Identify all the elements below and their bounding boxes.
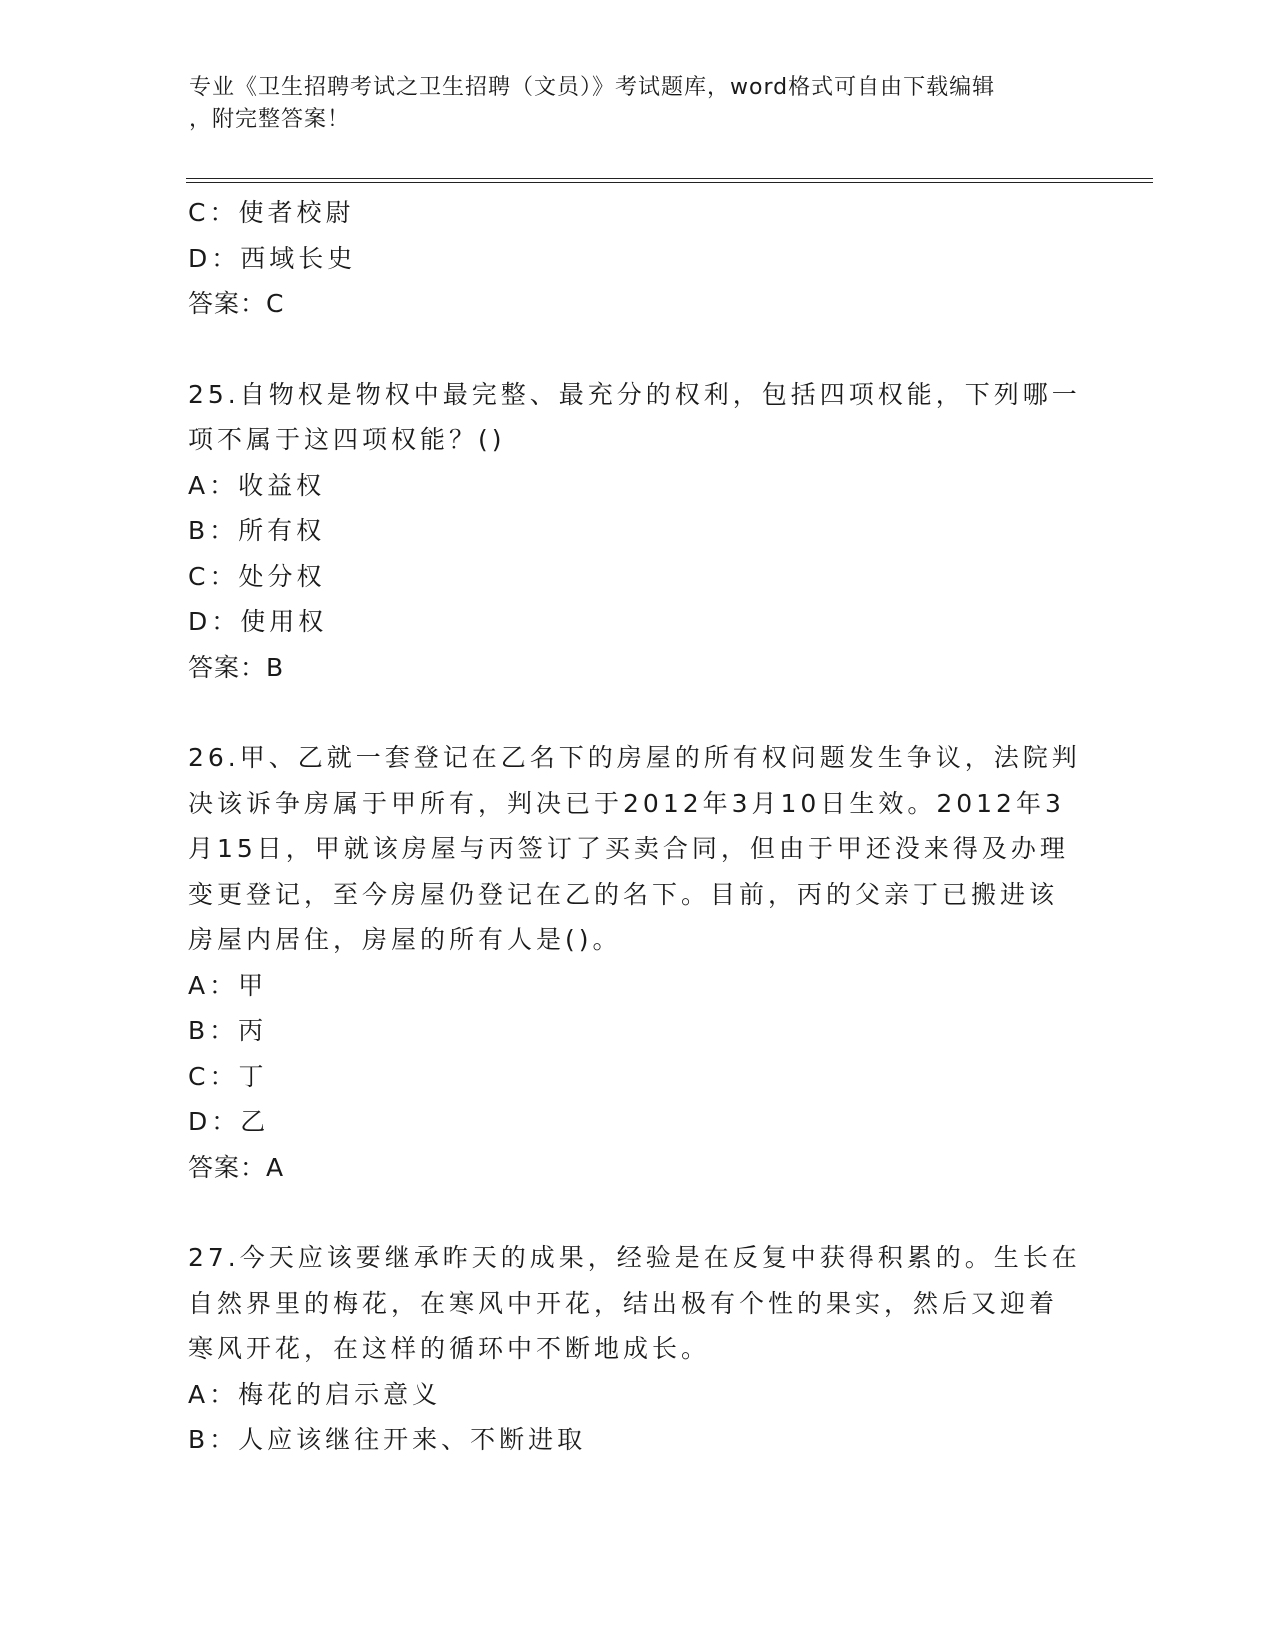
option-a: A：梅花的启示意义	[188, 1379, 442, 1409]
option-d: D：乙	[188, 1107, 270, 1136]
header-line-2: ，附完整答案！	[189, 107, 351, 132]
question-content	[188, 190, 1081, 1463]
option-d: D：西域长史	[188, 243, 357, 273]
question-27-line-1: 27.今天应该要继承昨天的成果，经验是在反复中获得积累的。生长在	[188, 1243, 1081, 1272]
header-rule-top	[186, 178, 1153, 179]
answer-line: 答案：B	[188, 652, 285, 682]
option-c: C：使者校尉	[188, 198, 355, 227]
spacer	[188, 690, 1068, 735]
spacer	[188, 1190, 1068, 1235]
question-25-line-1: 25.自物权是物权中最完整、最充分的权利，包括四项权能，下列哪一	[188, 379, 1081, 409]
option-c: C：处分权	[188, 561, 326, 591]
question-27-line-2: 自然界里的梅花，在寒风中开花，结出极有个性的果实，然后又迎着	[188, 1288, 1059, 1318]
answer-line: 答案：A	[188, 1152, 285, 1182]
option-b: B：人应该继往开来、不断进取	[188, 1425, 587, 1454]
question-26-line-5: 房屋内居住，房屋的所有人是()。	[188, 925, 622, 954]
question-26-line-1: 26.甲、乙就一套登记在乙名下的房屋的所有权问题发生争议，法院判	[188, 743, 1081, 772]
option-b: B：丙	[188, 1016, 268, 1045]
question-27-line-3: 寒风开花，在这样的循环中不断地成长。	[188, 1334, 711, 1363]
question-26-line-4: 变更登记，至今房屋仍登记在乙的名下。目前，丙的父亲丁已搬进该	[188, 879, 1059, 909]
option-c: C：丁	[188, 1061, 268, 1091]
question-26-line-3: 月15日，甲就该房屋与丙签订了买卖合同，但由于甲还没来得及办理	[188, 834, 1069, 863]
spacer	[188, 327, 1068, 372]
header-rule-bottom	[186, 182, 1153, 183]
option-a: A：收益权	[188, 470, 326, 500]
option-a: A：甲	[188, 970, 268, 1000]
option-b: B：所有权	[188, 516, 326, 545]
option-d: D：使用权	[188, 607, 328, 636]
header-line-1: 专业《卫生招聘考试之卫生招聘（文员）》考试题库，word格式可自由下载编辑	[189, 75, 996, 100]
question-26-line-2: 决该诉争房属于甲所有，判决已于2012年3月10日生效。2012年3	[188, 788, 1065, 818]
page-header	[189, 72, 1089, 136]
answer-line: 答案：C	[188, 289, 285, 318]
question-25-line-2: 项不属于这四项权能？()	[188, 425, 506, 454]
